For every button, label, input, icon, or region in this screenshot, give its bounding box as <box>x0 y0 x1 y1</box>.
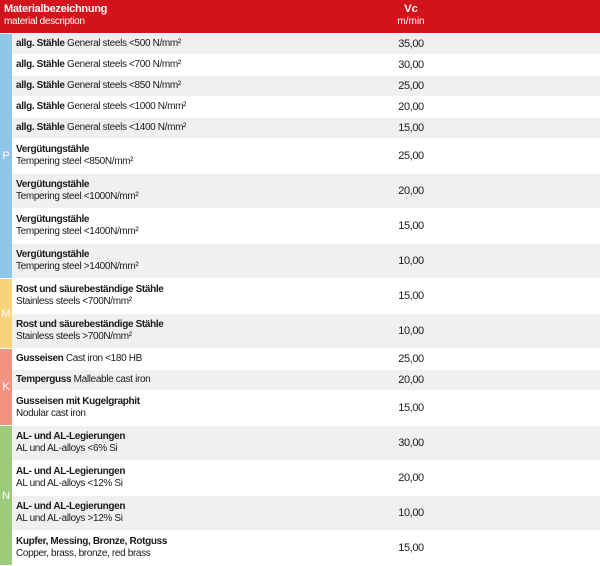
material-name-en: General steels <1400 N/mm² <box>67 122 187 133</box>
group-code-bar: N <box>0 426 12 566</box>
material-cell <box>12 80 240 92</box>
material-name-de: Vergütungstähle <box>16 249 90 260</box>
material-name-en: Cast iron <180 HB <box>65 353 142 364</box>
material-cell <box>12 122 240 134</box>
table-row <box>12 461 600 496</box>
vc-header-unit: m/min <box>397 16 425 27</box>
material-name-en: Stainless steels >700N/mm² <box>16 331 132 342</box>
vc-value: 15,00 <box>398 122 424 134</box>
material-name-de: Rost und säurebeständige Stähle <box>16 284 164 295</box>
material-name-de: allg. Stähle <box>16 80 65 91</box>
material-cell <box>12 396 240 420</box>
material-name-de: Vergütungstähle <box>16 214 90 225</box>
material-cell <box>12 374 240 386</box>
material-cell <box>12 536 240 560</box>
table-row <box>12 55 600 76</box>
material-name-de: allg. Stähle <box>16 101 65 112</box>
group-code-bar: K <box>0 349 12 426</box>
table-row <box>12 174 600 209</box>
vc-value: 20,00 <box>398 472 424 484</box>
vc-value: 25,00 <box>398 80 424 92</box>
material-cell <box>12 101 240 113</box>
vc-value: 15,00 <box>398 402 424 414</box>
vc-value: 15,00 <box>398 542 424 554</box>
material-name-de: allg. Stähle <box>16 38 65 49</box>
material-group-n <box>0 426 600 566</box>
table-row <box>12 76 600 97</box>
material-header-cell <box>0 0 240 33</box>
material-cell <box>12 431 240 455</box>
vc-value: 25,00 <box>398 353 424 365</box>
material-group-m <box>0 279 600 349</box>
vc-value: 30,00 <box>398 59 424 71</box>
material-cell <box>12 249 240 273</box>
material-name-en: AL und AL-alloys <12% Si <box>16 478 123 489</box>
material-name-en: AL und AL-alloys <6% Si <box>16 443 118 454</box>
material-cell <box>12 179 240 203</box>
table-row <box>12 118 600 139</box>
table-row <box>12 314 600 349</box>
material-name-en: Tempering steel <1000N/mm² <box>16 191 139 202</box>
table-row <box>12 531 600 566</box>
material-name-en: Copper, brass, bronze, red brass <box>16 548 151 559</box>
material-cell <box>12 38 240 50</box>
material-name-en: Tempering steel <1400N/mm² <box>16 226 139 237</box>
table-row <box>12 279 600 314</box>
material-cell <box>12 353 240 365</box>
group-code-bar: M <box>0 279 12 349</box>
material-name-en: Tempering steel >1400N/mm² <box>16 261 139 272</box>
table-row <box>12 139 600 174</box>
material-name-de: Gusseisen mit Kugelgraphit <box>16 396 140 407</box>
vc-header-label: Vc <box>404 3 418 15</box>
material-header-subtitle: material description <box>4 16 85 27</box>
vc-value: 15,00 <box>398 290 424 302</box>
material-name-de: Vergütungstähle <box>16 144 90 155</box>
table-row <box>12 97 600 118</box>
material-name-de: allg. Stähle <box>16 59 65 70</box>
material-cell <box>12 466 240 490</box>
material-name-en: General steels <850 N/mm² <box>67 80 181 91</box>
material-cell <box>12 59 240 71</box>
table-header <box>0 0 600 34</box>
table-row <box>12 426 600 461</box>
table-row <box>12 349 600 370</box>
table-row <box>12 496 600 531</box>
table-row <box>12 34 600 55</box>
material-cell <box>12 214 240 238</box>
material-cell <box>12 284 240 308</box>
material-name-de: AL- und AL-Legierungen <box>16 501 126 512</box>
table-row <box>12 244 600 279</box>
vc-value: 35,00 <box>398 38 424 50</box>
material-group-k <box>0 349 600 426</box>
material-name-en: General steels <500 N/mm² <box>67 38 181 49</box>
group-code-bar: P <box>0 34 12 279</box>
vc-header-cell <box>240 0 600 33</box>
material-name-de: Rost und säurebeständige Stähle <box>16 319 164 330</box>
vc-value: 30,00 <box>398 437 424 449</box>
material-name-en: Tempering steel <850N/mm² <box>16 156 134 167</box>
material-name-de: Gusseisen <box>16 353 64 364</box>
vc-value: 20,00 <box>398 101 424 113</box>
material-name-en: Stainless steels <700N/mm² <box>16 296 132 307</box>
vc-value: 20,00 <box>398 374 424 386</box>
vc-value: 10,00 <box>398 325 424 337</box>
vc-value: 10,00 <box>398 255 424 267</box>
material-name-de: Kupfer, Messing, Bronze, Rotguss <box>16 536 168 547</box>
material-header-title: Materialbezeichnung <box>4 3 108 15</box>
material-name-en: Malleable cast iron <box>73 374 151 385</box>
material-name-de: Vergütungstähle <box>16 179 90 190</box>
vc-value: 25,00 <box>398 150 424 162</box>
material-name-en: General steels <1000 N/mm² <box>67 101 187 112</box>
material-cell <box>12 319 240 343</box>
vc-value: 15,00 <box>398 220 424 232</box>
table-row <box>12 391 600 426</box>
material-name-en: Nodular cast iron <box>16 408 86 419</box>
table-body <box>0 34 600 566</box>
table-row <box>12 209 600 244</box>
material-cell <box>12 144 240 168</box>
material-group-p <box>0 34 600 279</box>
vc-value: 10,00 <box>398 507 424 519</box>
vc-value: 20,00 <box>398 185 424 197</box>
material-name-de: AL- und AL-Legierungen <box>16 466 126 477</box>
material-name-en: AL und AL-alloys >12% Si <box>16 513 123 524</box>
material-name-de: allg. Stähle <box>16 122 65 133</box>
material-name-de: AL- und AL-Legierungen <box>16 431 126 442</box>
material-cell <box>12 501 240 525</box>
material-name-en: General steels <700 N/mm² <box>67 59 181 70</box>
table-row <box>12 370 600 391</box>
material-name-de: Temperguss <box>16 374 72 385</box>
